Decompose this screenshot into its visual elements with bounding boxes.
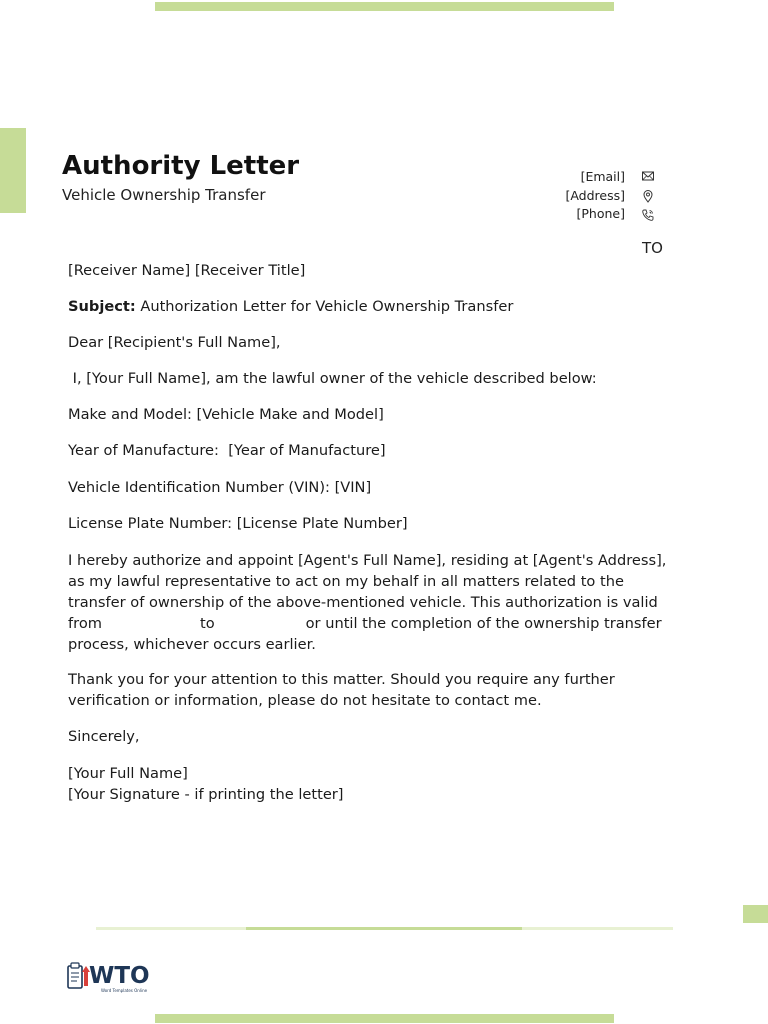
footer-divider-accent — [246, 927, 522, 930]
thanks-line: Thank you for your attention to this matter. Should you require any further — [68, 671, 615, 688]
thanks-paragraph — [68, 669, 708, 711]
receiver-text: [Receiver Name] [Receiver Title] — [68, 262, 306, 279]
receiver-line — [68, 260, 708, 281]
signature-block — [68, 763, 708, 805]
logo-tagline: Word Templates Online — [101, 988, 148, 993]
intro-text: I, [Your Full Name], am the lawful owner of the vehicle described below: — [68, 370, 597, 387]
auth-line: transfer of ownership of the above-mentioned vehicle. This authorization is valid — [68, 594, 658, 611]
greeting — [68, 332, 708, 353]
location-pin-icon — [641, 189, 655, 203]
logo-text: WTO — [89, 963, 150, 989]
contact-email: [Email] — [580, 169, 625, 184]
auth-date-line — [68, 613, 708, 634]
signature-note: [Your Signature - if printing the letter] — [68, 786, 344, 803]
bottom-accent-bar — [155, 1014, 614, 1023]
auth-from: from — [68, 615, 102, 632]
auth-line: process, whichever occurs earlier. — [68, 636, 316, 653]
document-title: Authority Letter — [62, 151, 300, 181]
closing — [68, 726, 708, 747]
vin-text: Vehicle Identification Number (VIN): [VIN] — [68, 479, 372, 496]
top-accent-bar — [155, 2, 614, 11]
envelope-icon — [641, 169, 655, 183]
subject-text: Authorization Letter for Vehicle Ownership Transfer — [135, 298, 514, 315]
year-text: Year of Manufacture: [Year of Manufacture] — [68, 442, 386, 459]
contact-address: [Address] — [565, 188, 625, 203]
vin-line — [68, 477, 708, 498]
greeting-text: Dear [Recipient's Full Name], — [68, 334, 281, 351]
auth-line: I hereby authorize and appoint [Agent's Full Name], residing at [Agent's Address], — [68, 552, 667, 569]
authorization-paragraph — [68, 550, 708, 655]
plate-text: License Plate Number: [License Plate Number] — [68, 515, 408, 532]
auth-to: to — [199, 615, 215, 632]
left-accent-bar — [0, 128, 26, 213]
make-model-text: Make and Model: [Vehicle Make and Model] — [68, 406, 384, 423]
auth-until: or until the completion of the ownership transfer — [305, 615, 662, 632]
auth-line: as my lawful representative to act on my behalf in all matters related to the — [68, 573, 624, 590]
right-accent-bar — [743, 905, 768, 923]
document-subtitle: Vehicle Ownership Transfer — [62, 186, 266, 204]
thanks-line: verification or information, please do not hesitate to contact me. — [68, 692, 542, 709]
make-model-line — [68, 404, 708, 425]
subject-label: Subject: — [68, 298, 136, 315]
year-line — [68, 440, 708, 461]
contact-phone: [Phone] — [576, 206, 625, 221]
plate-line — [68, 513, 708, 534]
subject-line — [68, 296, 708, 317]
signature-name: [Your Full Name] — [68, 765, 188, 782]
to-label: TO — [642, 239, 663, 257]
intro-paragraph — [68, 368, 708, 389]
closing-text: Sincerely, — [68, 728, 140, 745]
phone-icon — [641, 208, 655, 222]
